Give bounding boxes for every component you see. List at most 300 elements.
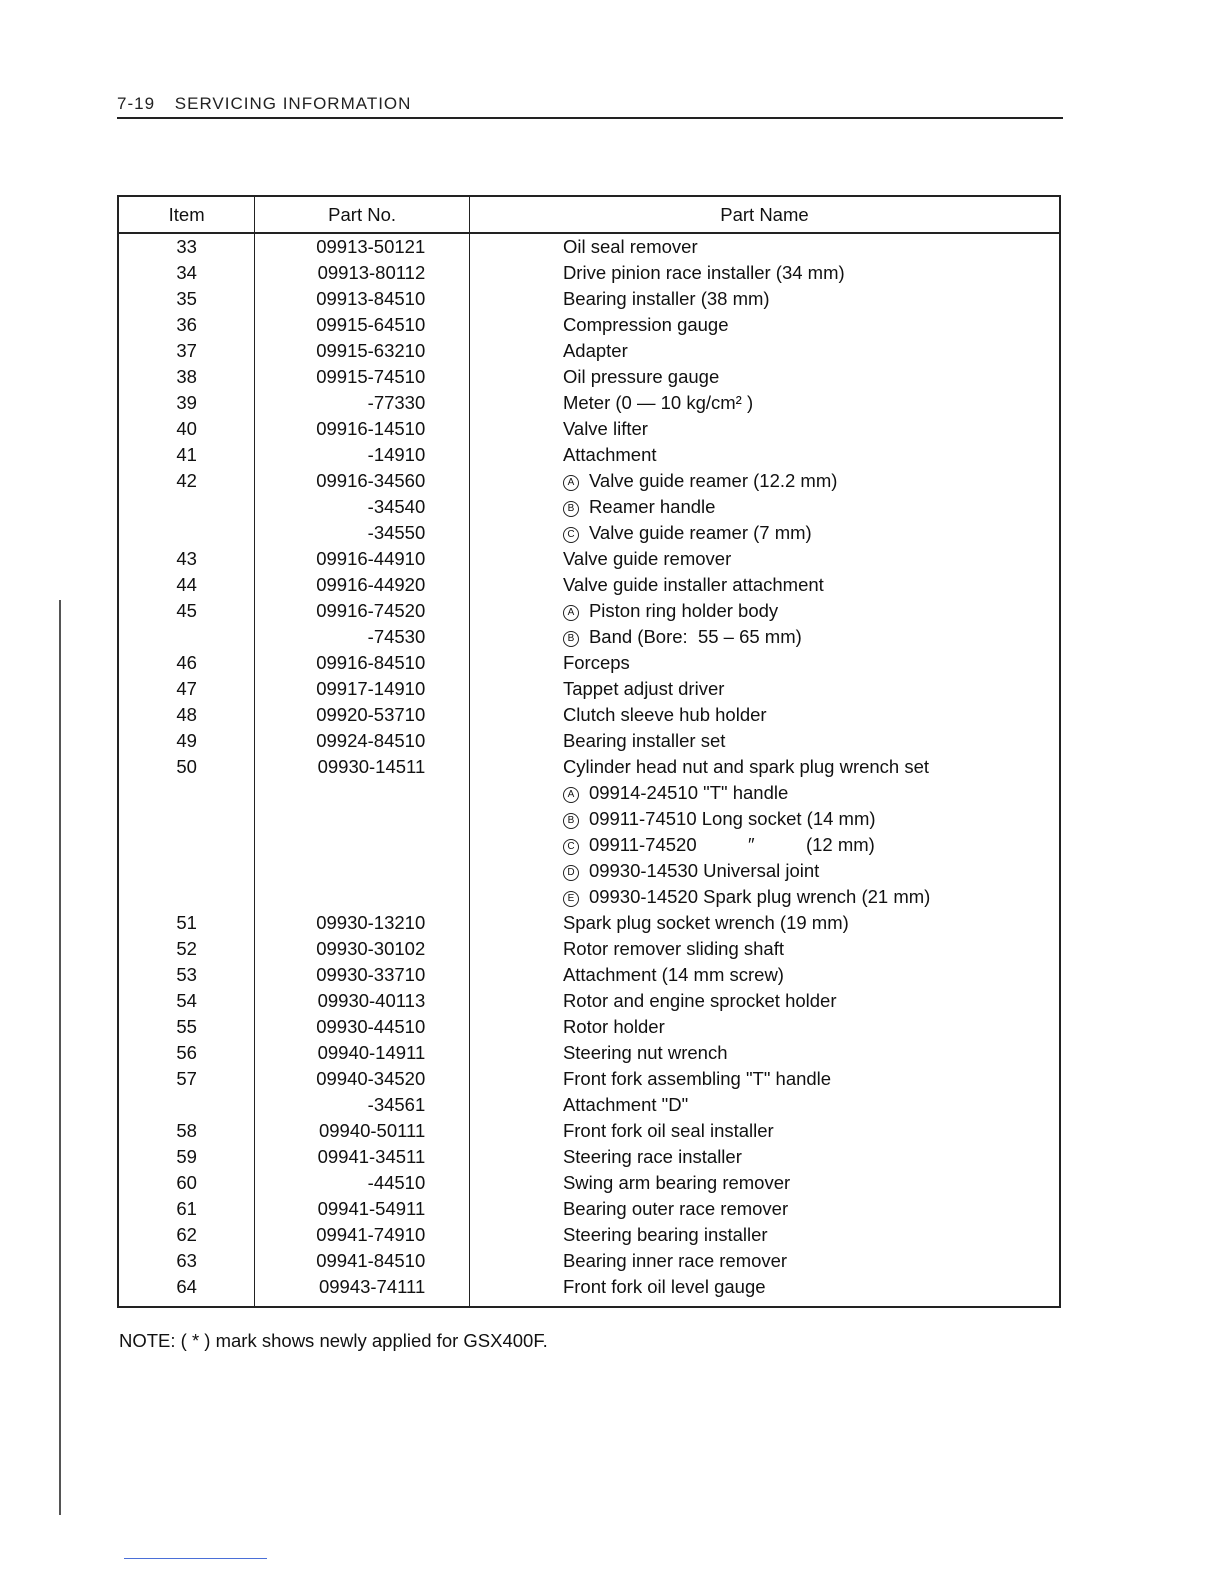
part-no-cell bbox=[255, 260, 470, 286]
part-name-cell bbox=[469, 312, 1060, 338]
item-cell: 61 bbox=[118, 1196, 255, 1222]
page-header bbox=[117, 94, 411, 114]
part-no-cell bbox=[255, 494, 470, 520]
part-no-text: -34561 bbox=[367, 1094, 426, 1115]
part-name-wrapper bbox=[563, 286, 770, 312]
part-name-cell bbox=[469, 624, 1060, 650]
table-row bbox=[118, 416, 1060, 442]
part-name-cell bbox=[469, 520, 1060, 546]
item-cell: 49 bbox=[118, 728, 255, 754]
circled-letter-marker: A bbox=[563, 605, 579, 621]
table-body bbox=[118, 233, 1060, 1307]
item-cell: 54 bbox=[118, 988, 255, 1014]
part-no-cell bbox=[255, 1014, 470, 1040]
table-row bbox=[118, 1222, 1060, 1248]
part-name-wrapper bbox=[563, 1014, 665, 1040]
item-cell bbox=[118, 1092, 255, 1118]
part-name-text: Bearing installer (38 mm) bbox=[562, 288, 770, 309]
part-name-cell bbox=[469, 1170, 1060, 1196]
table-row bbox=[118, 676, 1060, 702]
part-name-wrapper bbox=[563, 832, 875, 858]
part-name-wrapper bbox=[563, 988, 837, 1014]
item-cell: 35 bbox=[118, 286, 255, 312]
table-row bbox=[118, 832, 1060, 858]
part-no-text: -34540 bbox=[367, 496, 426, 517]
part-name-wrapper bbox=[563, 1066, 831, 1092]
item-cell: 33 bbox=[118, 233, 255, 260]
part-name-text: Attachment (14 mm screw) bbox=[562, 964, 784, 985]
part-no-cell bbox=[255, 1274, 470, 1307]
part-no-cell bbox=[255, 858, 470, 884]
table-row bbox=[118, 754, 1060, 780]
table-row bbox=[118, 962, 1060, 988]
part-no-cell bbox=[255, 780, 470, 806]
part-no-cell bbox=[255, 1196, 470, 1222]
table-row bbox=[118, 1014, 1060, 1040]
part-name-text: Cylinder head nut and spark plug wrench set bbox=[562, 756, 930, 777]
part-name-wrapper bbox=[563, 234, 698, 260]
part-no-cell bbox=[255, 390, 470, 416]
part-no-text: 09915-63210 bbox=[316, 340, 426, 361]
item-cell: 42 bbox=[118, 468, 255, 494]
part-name-wrapper bbox=[563, 806, 876, 832]
table-row bbox=[118, 1144, 1060, 1170]
part-name-text: 09930-14530 Universal joint bbox=[588, 860, 820, 881]
part-name-text: Spark plug socket wrench (19 mm) bbox=[562, 912, 849, 933]
item-cell bbox=[118, 832, 255, 858]
part-no-cell bbox=[255, 702, 470, 728]
part-no-cell bbox=[255, 1248, 470, 1274]
part-no-cell bbox=[255, 598, 470, 624]
part-no-text: 09930-33710 bbox=[316, 964, 426, 985]
part-no-text: 09916-14510 bbox=[316, 418, 426, 439]
part-no-text: 09940-14911 bbox=[317, 1042, 426, 1063]
part-no-text: 09913-80112 bbox=[317, 262, 426, 283]
part-name-cell bbox=[469, 884, 1060, 910]
table-row bbox=[118, 468, 1060, 494]
part-name-text: Oil seal remover bbox=[562, 236, 698, 257]
part-no-text: 09940-34520 bbox=[316, 1068, 426, 1089]
part-name-text: Tappet adjust driver bbox=[562, 678, 725, 699]
part-name-text: Valve guide remover bbox=[562, 548, 732, 569]
item-cell: 36 bbox=[118, 312, 255, 338]
part-no-cell bbox=[255, 1092, 470, 1118]
part-name-wrapper bbox=[563, 936, 784, 962]
part-name-text: Bearing outer race remover bbox=[562, 1198, 789, 1219]
part-name-text: Valve guide reamer (12.2 mm) bbox=[588, 470, 838, 491]
part-name-wrapper bbox=[563, 728, 725, 754]
table-row bbox=[118, 702, 1060, 728]
part-name-wrapper bbox=[563, 754, 929, 780]
part-name-cell bbox=[469, 364, 1060, 390]
part-no-text: 09941-74910 bbox=[316, 1224, 426, 1245]
part-no-cell bbox=[255, 962, 470, 988]
part-no-cell bbox=[255, 312, 470, 338]
part-no-text: 09930-14511 bbox=[317, 756, 426, 777]
table-row bbox=[118, 312, 1060, 338]
part-name-cell bbox=[469, 286, 1060, 312]
part-no-cell bbox=[255, 1066, 470, 1092]
part-name-wrapper bbox=[563, 1222, 768, 1248]
column-header-part-name: Part Name bbox=[469, 196, 1060, 233]
part-no-cell bbox=[255, 1040, 470, 1066]
item-cell bbox=[118, 624, 255, 650]
part-name-wrapper bbox=[563, 624, 802, 650]
part-no-cell bbox=[255, 572, 470, 598]
part-name-cell bbox=[469, 416, 1060, 442]
part-name-text: Front fork assembling "T" handle bbox=[562, 1068, 832, 1089]
table-row bbox=[118, 494, 1060, 520]
part-name-wrapper bbox=[563, 494, 716, 520]
item-cell: 41 bbox=[118, 442, 255, 468]
part-no-text: 09924-84510 bbox=[316, 730, 426, 751]
item-cell: 52 bbox=[118, 936, 255, 962]
part-name-cell bbox=[469, 233, 1060, 260]
part-no-text: 09930-44510 bbox=[316, 1016, 426, 1037]
part-name-wrapper bbox=[563, 676, 724, 702]
part-name-text: Piston ring holder body bbox=[588, 600, 779, 621]
table-header-row bbox=[118, 196, 1060, 233]
part-no-cell bbox=[255, 650, 470, 676]
item-cell: 46 bbox=[118, 650, 255, 676]
part-no-cell bbox=[255, 546, 470, 572]
part-no-cell bbox=[255, 988, 470, 1014]
circled-letter-marker: B bbox=[563, 813, 579, 829]
part-no-cell bbox=[255, 442, 470, 468]
part-name-text: Valve lifter bbox=[562, 418, 648, 439]
part-name-cell bbox=[469, 702, 1060, 728]
part-name-wrapper bbox=[563, 260, 845, 286]
table-row bbox=[118, 520, 1060, 546]
part-name-text: Compression gauge bbox=[562, 314, 729, 335]
part-no-text: -34550 bbox=[367, 522, 426, 543]
part-no-text: 09915-64510 bbox=[316, 314, 426, 335]
part-name-cell bbox=[469, 442, 1060, 468]
part-name-text: Front fork oil level gauge bbox=[562, 1276, 766, 1297]
part-name-wrapper bbox=[563, 780, 788, 806]
part-name-text: Reamer handle bbox=[588, 496, 716, 517]
part-name-wrapper bbox=[563, 858, 819, 884]
part-no-cell bbox=[255, 1144, 470, 1170]
part-name-wrapper bbox=[563, 598, 778, 624]
part-name-wrapper bbox=[563, 1040, 728, 1066]
item-cell: 53 bbox=[118, 962, 255, 988]
part-name-text: Oil pressure gauge bbox=[562, 366, 720, 387]
table-row bbox=[118, 806, 1060, 832]
part-name-cell bbox=[469, 494, 1060, 520]
part-name-cell bbox=[469, 1196, 1060, 1222]
part-no-cell bbox=[255, 520, 470, 546]
table-row bbox=[118, 1196, 1060, 1222]
part-no-cell bbox=[255, 1222, 470, 1248]
item-cell: 58 bbox=[118, 1118, 255, 1144]
part-name-text: Front fork oil seal installer bbox=[562, 1120, 774, 1141]
part-name-text: Band (Bore: 55 – 65 mm) bbox=[588, 626, 802, 647]
item-cell bbox=[118, 806, 255, 832]
part-name-wrapper bbox=[563, 910, 849, 936]
part-name-cell bbox=[469, 468, 1060, 494]
part-name-wrapper bbox=[563, 442, 657, 468]
item-cell: 55 bbox=[118, 1014, 255, 1040]
part-name-wrapper bbox=[563, 468, 837, 494]
part-no-cell bbox=[255, 884, 470, 910]
item-cell bbox=[118, 780, 255, 806]
part-name-cell bbox=[469, 910, 1060, 936]
item-cell: 39 bbox=[118, 390, 255, 416]
part-name-text: Rotor remover sliding shaft bbox=[562, 938, 784, 959]
part-no-text: 09941-54911 bbox=[317, 1198, 426, 1219]
part-name-cell bbox=[469, 988, 1060, 1014]
section-title: SERVICING INFORMATION bbox=[174, 94, 412, 113]
footnote: NOTE: ( * ) mark shows newly applied for GSX400F. bbox=[119, 1330, 548, 1351]
item-cell bbox=[118, 858, 255, 884]
part-name-text: Rotor holder bbox=[562, 1016, 665, 1037]
item-cell bbox=[118, 884, 255, 910]
table-row bbox=[118, 1170, 1060, 1196]
part-name-cell bbox=[469, 962, 1060, 988]
part-name-wrapper bbox=[563, 572, 824, 598]
table-row bbox=[118, 988, 1060, 1014]
part-name-cell bbox=[469, 598, 1060, 624]
special-tools-table bbox=[117, 195, 1061, 1308]
table-row bbox=[118, 364, 1060, 390]
part-no-cell bbox=[255, 910, 470, 936]
part-no-text: 09913-50121 bbox=[316, 236, 426, 257]
part-no-text: 09913-84510 bbox=[316, 288, 426, 309]
part-no-text: 09943-74111 bbox=[318, 1276, 426, 1297]
table-row bbox=[118, 572, 1060, 598]
item-cell: 34 bbox=[118, 260, 255, 286]
bottom-underline bbox=[124, 1558, 267, 1559]
part-no-text: 09916-74520 bbox=[316, 600, 426, 621]
part-name-wrapper bbox=[563, 1144, 742, 1170]
part-name-wrapper bbox=[563, 520, 812, 546]
part-name-wrapper bbox=[563, 1274, 766, 1300]
part-no-text: 09920-53710 bbox=[316, 704, 426, 725]
part-name-text: Meter (0 — 10 kg/cm² ) bbox=[562, 392, 754, 413]
table-row bbox=[118, 858, 1060, 884]
circled-letter-marker: A bbox=[563, 475, 579, 491]
part-name-cell bbox=[469, 1274, 1060, 1307]
part-no-text: 09916-84510 bbox=[316, 652, 426, 673]
item-cell: 45 bbox=[118, 598, 255, 624]
circled-letter-marker: D bbox=[563, 865, 579, 881]
item-cell: 50 bbox=[118, 754, 255, 780]
part-name-cell bbox=[469, 676, 1060, 702]
part-name-text: Forceps bbox=[562, 652, 630, 673]
part-name-text: 09911-74510 Long socket (14 mm) bbox=[588, 808, 876, 829]
part-no-cell bbox=[255, 1170, 470, 1196]
item-cell: 38 bbox=[118, 364, 255, 390]
part-no-text: -44510 bbox=[367, 1172, 426, 1193]
table-row bbox=[118, 390, 1060, 416]
part-name-cell bbox=[469, 754, 1060, 780]
part-no-cell bbox=[255, 728, 470, 754]
table-row bbox=[118, 1274, 1060, 1307]
item-cell: 60 bbox=[118, 1170, 255, 1196]
part-name-text: Rotor and engine sprocket holder bbox=[562, 990, 837, 1011]
table-row bbox=[118, 936, 1060, 962]
table-row bbox=[118, 884, 1060, 910]
table-row bbox=[118, 233, 1060, 260]
table-row bbox=[118, 442, 1060, 468]
item-cell: 44 bbox=[118, 572, 255, 598]
table-row bbox=[118, 1248, 1060, 1274]
part-name-wrapper bbox=[563, 390, 753, 416]
circled-letter-marker: A bbox=[563, 787, 579, 803]
item-cell: 64 bbox=[118, 1274, 255, 1307]
part-name-wrapper bbox=[563, 1248, 787, 1274]
part-name-cell bbox=[469, 936, 1060, 962]
part-no-text: 09941-34511 bbox=[317, 1146, 426, 1167]
part-no-cell bbox=[255, 676, 470, 702]
part-no-cell bbox=[255, 806, 470, 832]
part-name-wrapper bbox=[563, 1092, 688, 1118]
part-no-cell bbox=[255, 338, 470, 364]
header-rule bbox=[117, 117, 1063, 119]
circled-letter-marker: B bbox=[563, 501, 579, 517]
part-name-wrapper bbox=[563, 312, 729, 338]
part-name-wrapper bbox=[563, 702, 767, 728]
part-name-text: Valve guide installer attachment bbox=[562, 574, 824, 595]
part-name-text: Adapter bbox=[562, 340, 628, 361]
part-name-cell bbox=[469, 1118, 1060, 1144]
circled-letter-marker: C bbox=[563, 839, 579, 855]
part-no-cell bbox=[255, 624, 470, 650]
part-name-text: Swing arm bearing remover bbox=[562, 1172, 791, 1193]
part-name-text: Bearing inner race remover bbox=[562, 1250, 788, 1271]
table-row bbox=[118, 780, 1060, 806]
part-name-cell bbox=[469, 1248, 1060, 1274]
part-name-wrapper bbox=[563, 962, 784, 988]
table-row bbox=[118, 546, 1060, 572]
part-name-text: Attachment bbox=[562, 444, 657, 465]
part-name-wrapper bbox=[563, 1118, 774, 1144]
part-name-text: Attachment "D" bbox=[562, 1094, 689, 1115]
page-number: 7-19 bbox=[117, 94, 156, 113]
part-no-text: 09930-40113 bbox=[317, 990, 426, 1011]
circled-letter-marker: B bbox=[563, 631, 579, 647]
part-name-cell bbox=[469, 338, 1060, 364]
item-cell bbox=[118, 520, 255, 546]
circled-letter-marker: E bbox=[563, 891, 579, 907]
part-name-cell bbox=[469, 650, 1060, 676]
item-cell: 48 bbox=[118, 702, 255, 728]
table-row bbox=[118, 1066, 1060, 1092]
item-cell: 43 bbox=[118, 546, 255, 572]
table-row bbox=[118, 1118, 1060, 1144]
part-no-text: -14910 bbox=[367, 444, 426, 465]
part-name-wrapper bbox=[563, 650, 630, 676]
table-row bbox=[118, 624, 1060, 650]
part-no-cell bbox=[255, 286, 470, 312]
part-name-cell bbox=[469, 1014, 1060, 1040]
part-name-cell bbox=[469, 728, 1060, 754]
part-name-wrapper bbox=[563, 1196, 788, 1222]
part-no-text: -74530 bbox=[367, 626, 426, 647]
part-no-text: 09917-14910 bbox=[316, 678, 426, 699]
part-no-text: -77330 bbox=[367, 392, 426, 413]
part-name-text: Steering bearing installer bbox=[562, 1224, 768, 1245]
table-row bbox=[118, 728, 1060, 754]
part-name-text: Drive pinion race installer (34 mm) bbox=[562, 262, 845, 283]
item-cell: 57 bbox=[118, 1066, 255, 1092]
column-header-part-no: Part No. bbox=[255, 196, 470, 233]
part-name-cell bbox=[469, 572, 1060, 598]
column-header-item: Item bbox=[118, 196, 255, 233]
part-name-wrapper bbox=[563, 416, 648, 442]
item-cell: 59 bbox=[118, 1144, 255, 1170]
part-no-cell bbox=[255, 233, 470, 260]
part-name-cell bbox=[469, 1092, 1060, 1118]
part-name-cell bbox=[469, 546, 1060, 572]
part-no-cell bbox=[255, 936, 470, 962]
item-cell: 63 bbox=[118, 1248, 255, 1274]
part-name-text: Clutch sleeve hub holder bbox=[562, 704, 767, 725]
scan-margin-line bbox=[59, 600, 61, 1515]
part-no-text: 09930-30102 bbox=[316, 938, 426, 959]
part-name-text: Valve guide reamer (7 mm) bbox=[588, 522, 812, 543]
part-no-text: 09930-13210 bbox=[316, 912, 426, 933]
part-name-cell bbox=[469, 832, 1060, 858]
item-cell bbox=[118, 494, 255, 520]
part-no-text: 09916-44910 bbox=[316, 548, 426, 569]
circled-letter-marker: C bbox=[563, 527, 579, 543]
part-no-cell bbox=[255, 468, 470, 494]
table-row bbox=[118, 1040, 1060, 1066]
table-row bbox=[118, 650, 1060, 676]
part-name-cell bbox=[469, 1040, 1060, 1066]
part-name-text: 09914-24510 "T" handle bbox=[588, 782, 789, 803]
part-name-cell bbox=[469, 858, 1060, 884]
part-no-cell bbox=[255, 1118, 470, 1144]
part-name-text: Bearing installer set bbox=[562, 730, 726, 751]
part-name-cell bbox=[469, 806, 1060, 832]
item-cell: 51 bbox=[118, 910, 255, 936]
part-name-cell bbox=[469, 780, 1060, 806]
part-name-wrapper bbox=[563, 338, 628, 364]
part-no-cell bbox=[255, 416, 470, 442]
table-row bbox=[118, 1092, 1060, 1118]
part-name-wrapper bbox=[563, 364, 719, 390]
part-no-cell bbox=[255, 364, 470, 390]
item-cell: 62 bbox=[118, 1222, 255, 1248]
part-no-cell bbox=[255, 832, 470, 858]
table-row bbox=[118, 260, 1060, 286]
part-name-wrapper bbox=[563, 1170, 790, 1196]
part-no-text: 09941-84510 bbox=[316, 1250, 426, 1271]
part-name-wrapper bbox=[563, 546, 731, 572]
part-no-text: 09916-34560 bbox=[316, 470, 426, 491]
part-name-cell bbox=[469, 1066, 1060, 1092]
item-cell: 40 bbox=[118, 416, 255, 442]
part-name-cell bbox=[469, 390, 1060, 416]
item-cell: 47 bbox=[118, 676, 255, 702]
table-row bbox=[118, 286, 1060, 312]
part-no-text: 09915-74510 bbox=[316, 366, 426, 387]
part-name-text: Steering nut wrench bbox=[562, 1042, 728, 1063]
item-cell: 56 bbox=[118, 1040, 255, 1066]
part-name-text: 09930-14520 Spark plug wrench (21 mm) bbox=[588, 886, 931, 907]
part-name-cell bbox=[469, 260, 1060, 286]
table-row bbox=[118, 598, 1060, 624]
table-row bbox=[118, 338, 1060, 364]
part-no-text: 09916-44920 bbox=[316, 574, 426, 595]
part-name-text: 09911-74520 ″ (12 mm) bbox=[588, 834, 875, 855]
part-name-text: Steering race installer bbox=[562, 1146, 742, 1167]
part-name-wrapper bbox=[563, 884, 930, 910]
part-no-text: 09940-50111 bbox=[318, 1120, 426, 1141]
